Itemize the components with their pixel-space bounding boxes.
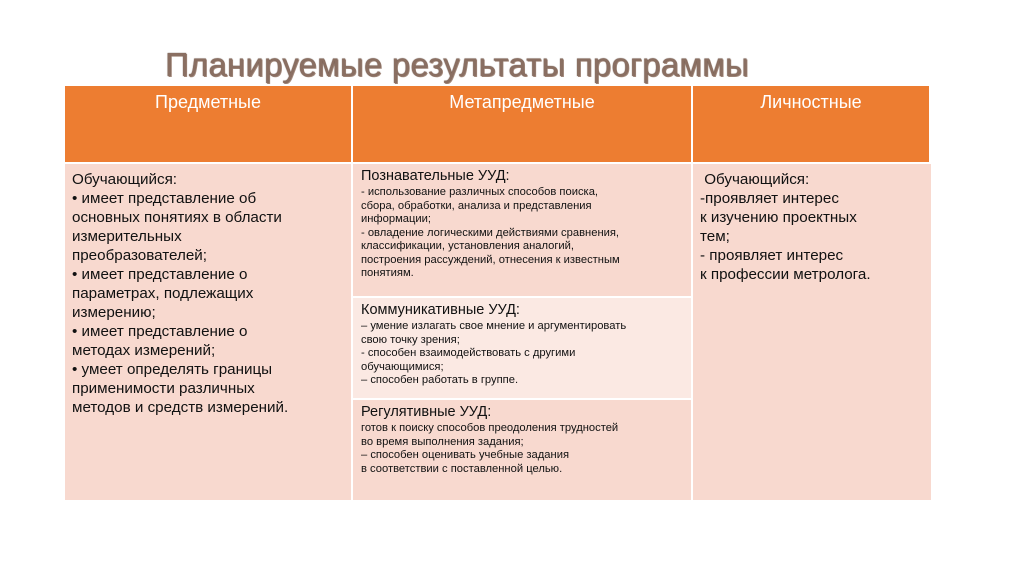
subject-line: преобразователей;: [72, 247, 207, 264]
regulative-line: во время выполнения задания;: [361, 435, 524, 448]
cognitive-line: сбора, обработки, анализа и представления: [361, 199, 592, 212]
subject-line: методов и средств измерений.: [72, 399, 289, 416]
header-subject: Предметные: [65, 86, 353, 162]
subject-line: измерению;: [72, 304, 156, 321]
cognitive-uud-title: Познавательные УУД:: [361, 168, 510, 184]
communicative-uud-title: Коммуникативные УУД:: [361, 302, 520, 318]
subject-line: Обучающийся:: [72, 171, 178, 188]
cognitive-line: понятиям.: [361, 267, 414, 279]
personal-line: Обучающийся:: [700, 171, 810, 188]
slide-title: Планируемые результаты программы: [165, 46, 749, 83]
communicative-line: свою точку зрения;: [361, 333, 460, 346]
results-table: [65, 86, 931, 500]
communicative-line: – способен работать в группе.: [361, 374, 519, 386]
subject-line: методах измерений;: [72, 342, 216, 359]
subject-line: • имеет представление об: [72, 190, 257, 207]
subject-line: основных понятиях в области: [72, 209, 282, 226]
personal-line: тем;: [700, 228, 730, 245]
cognitive-uud-block: [353, 164, 693, 298]
regulative-line: в соответствии с поставленной целью.: [361, 462, 563, 475]
cognitive-line: - овладение логическими действиями сравнения,: [361, 226, 620, 239]
metasubject-results-cell: [353, 162, 693, 500]
regulative-line: готов к поиску способов преодоления трудностей: [361, 422, 619, 434]
communicative-uud-block: [353, 298, 693, 400]
cognitive-line: построения рассуждений, отнесения к известным: [361, 253, 620, 266]
subject-line: измерительных: [72, 228, 182, 245]
personal-results-cell: [693, 162, 931, 500]
cognitive-line: информации;: [361, 213, 432, 225]
cognitive-line: - использование различных способов поиска,: [361, 186, 599, 198]
regulative-uud-block: [353, 400, 693, 500]
communicative-line: - способен взаимодействовать с другими: [361, 347, 576, 359]
subject-line: применимости различных: [72, 380, 255, 397]
regulative-line: – способен оценивать учебные задания: [361, 449, 570, 461]
header-personal: Личностные: [693, 86, 931, 162]
regulative-uud-text: [361, 422, 685, 476]
communicative-uud-text: [361, 320, 685, 388]
regulative-uud-title: Регулятивные УУД:: [361, 404, 492, 420]
subject-results-cell: [65, 162, 353, 500]
personal-line: к изучению проектных: [700, 209, 857, 226]
subject-line: • имеет представление о: [72, 323, 248, 340]
cognitive-line: классификации, установления аналогий,: [361, 240, 575, 252]
personal-line: -проявляет интерес: [700, 190, 839, 207]
subject-line: параметрах, подлежащих: [72, 285, 254, 302]
communicative-line: обучающимися;: [361, 360, 444, 373]
communicative-line: – умение излагать свое мнение и аргументировать: [361, 320, 627, 332]
personal-line: - проявляет интерес: [700, 247, 844, 264]
personal-line: к профессии метролога.: [700, 266, 871, 283]
cognitive-uud-text: [361, 186, 685, 281]
subject-line: • умеет определять границы: [72, 361, 273, 378]
header-metasubject: Метапредметные: [353, 86, 693, 162]
subject-line: • имеет представление о: [72, 266, 248, 283]
